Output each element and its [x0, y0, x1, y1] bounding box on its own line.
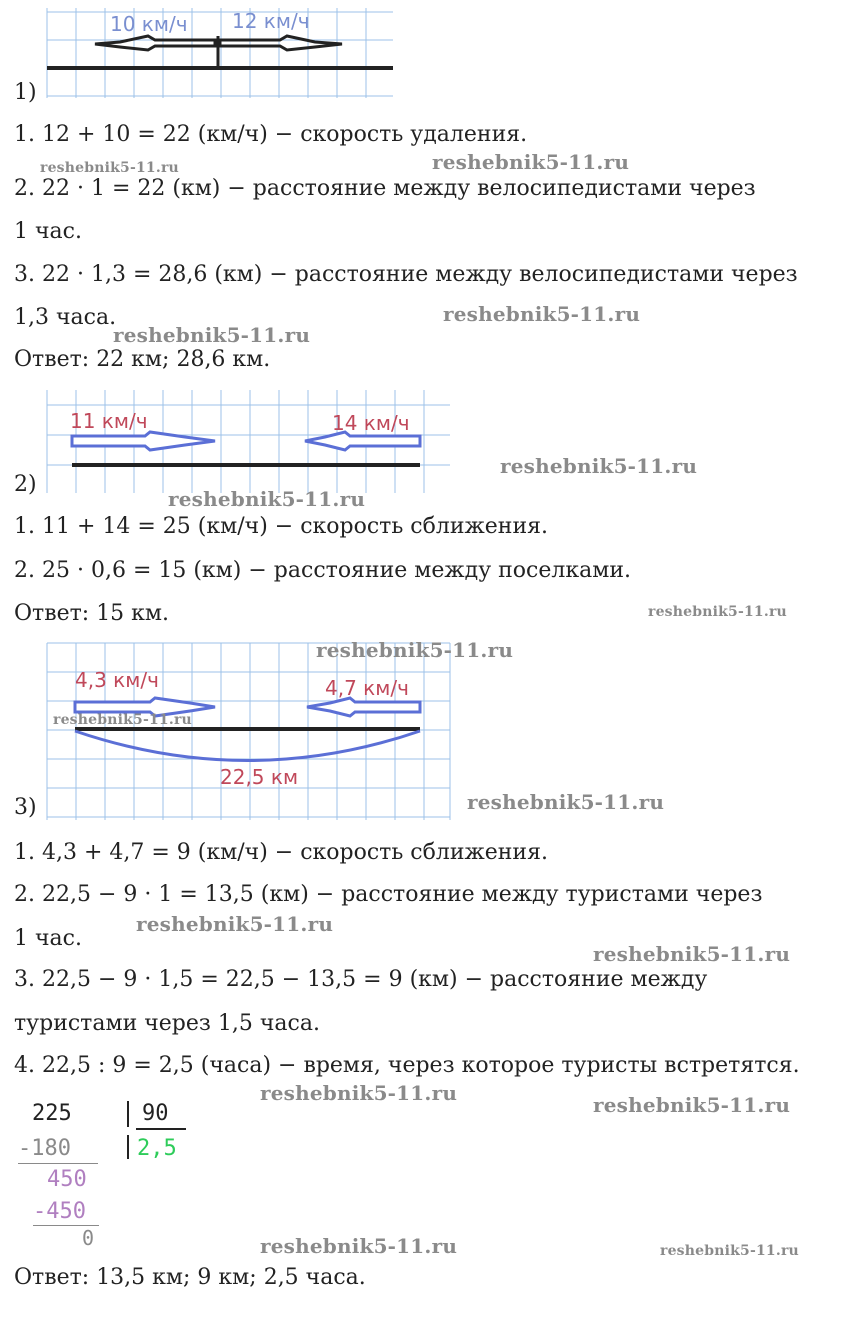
- figure-3-distance-label: 22,5 км: [220, 765, 299, 789]
- figure-1-grid: [47, 8, 393, 98]
- section-1-line-2: 2. 22 · 1 = 22 (км) − расстояние между велосипедистами через: [14, 176, 756, 201]
- division-vertical-bar-1: [127, 1101, 129, 1127]
- section-1-line-5: 1,3 часа.: [14, 305, 117, 330]
- section-1-answer: Ответ: 22 км; 28,6 км.: [14, 347, 271, 372]
- figure-3-diagram: [0, 640, 842, 825]
- watermark: reshebnik5-11.ru: [660, 1243, 799, 1259]
- section-3-line-1: 1. 4,3 + 4,7 = 9 (км/ч) − скорость сближения.: [14, 840, 548, 865]
- section-3-line-5: туристами через 1,5 часа.: [14, 1011, 320, 1036]
- figure-1-right-speed: 12 км/ч: [232, 9, 310, 33]
- section-2-line-2: 2. 25 · 0,6 = 15 (км) − расстояние между поселками.: [14, 558, 631, 583]
- section-3-line-6: 4. 22,5 : 9 = 2,5 (часа) − время, через которое туристы встретятся.: [14, 1053, 800, 1078]
- watermark: reshebnik5-11.ru: [113, 323, 311, 347]
- figure-1-diagram: [0, 0, 842, 100]
- watermark: reshebnik5-11.ru: [136, 912, 334, 936]
- final-answer: Ответ: 13,5 км; 9 км; 2,5 часа.: [14, 1265, 366, 1290]
- figure-2-right-speed: 14 км/ч: [332, 411, 410, 435]
- watermark: reshebnik5-11.ru: [500, 454, 698, 478]
- section-2-answer: Ответ: 15 км.: [14, 601, 170, 626]
- watermark: reshebnik5-11.ru: [648, 604, 787, 620]
- watermark: reshebnik5-11.ru: [40, 160, 179, 176]
- figure-3-number: 3): [14, 795, 37, 820]
- division-remainder-1: 450: [47, 1167, 87, 1192]
- figure-2-left-speed: 11 км/ч: [70, 409, 148, 433]
- figure-1-right-arrow: [220, 36, 342, 50]
- watermark: reshebnik5-11.ru: [593, 942, 791, 966]
- division-step-2: -450: [33, 1199, 86, 1224]
- division-vertical-bar-2: [127, 1135, 129, 1159]
- watermark: reshebnik5-11.ru: [260, 1081, 458, 1105]
- watermark: reshebnik5-11.ru: [316, 638, 514, 662]
- division-quotient: 2,5: [137, 1136, 177, 1161]
- watermark: reshebnik5-11.ru: [432, 150, 630, 174]
- division-dividend: 225: [32, 1101, 72, 1126]
- figure-3-distance-arc: [75, 731, 420, 761]
- figure-1-left-speed: 10 км/ч: [110, 12, 188, 36]
- figure-1-number: 1): [14, 80, 37, 105]
- division-remainder-2: 0: [82, 1226, 95, 1250]
- figure-2-number: 2): [14, 472, 37, 497]
- division-divisor-underline: [136, 1128, 186, 1130]
- watermark: reshebnik5-11.ru: [467, 790, 665, 814]
- watermark: reshebnik5-11.ru: [443, 302, 641, 326]
- section-1-line-4: 3. 22 · 1,3 = 28,6 (км) − расстояние между велосипедистами через: [14, 262, 798, 287]
- section-3-line-4: 3. 22,5 − 9 · 1,5 = 22,5 − 13,5 = 9 (км) − расстояние между: [14, 967, 708, 992]
- watermark: reshebnik5-11.ru: [53, 712, 192, 728]
- watermark: reshebnik5-11.ru: [593, 1093, 791, 1117]
- figure-1-left-arrow: [95, 36, 215, 50]
- figure-3-left-speed: 4,3 км/ч: [75, 668, 159, 692]
- watermark: reshebnik5-11.ru: [168, 487, 366, 511]
- division-underline-1: [18, 1163, 98, 1164]
- long-division: [0, 1095, 260, 1255]
- section-1-line-1: 1. 12 + 10 = 22 (км/ч) − скорость удаления.: [14, 122, 528, 147]
- division-step-1: -180: [18, 1136, 71, 1161]
- figure-2-diagram: [0, 385, 842, 497]
- division-divisor: 90: [142, 1101, 169, 1126]
- section-2-line-1: 1. 11 + 14 = 25 (км/ч) − скорость сближения.: [14, 514, 548, 539]
- figure-3-right-speed: 4,7 км/ч: [325, 676, 409, 700]
- section-3-line-2: 2. 22,5 − 9 · 1 = 13,5 (км) − расстояние между туристами через: [14, 882, 763, 907]
- section-1-line-3: 1 час.: [14, 219, 82, 244]
- section-3-line-3: 1 час.: [14, 926, 82, 951]
- watermark: reshebnik5-11.ru: [260, 1234, 458, 1258]
